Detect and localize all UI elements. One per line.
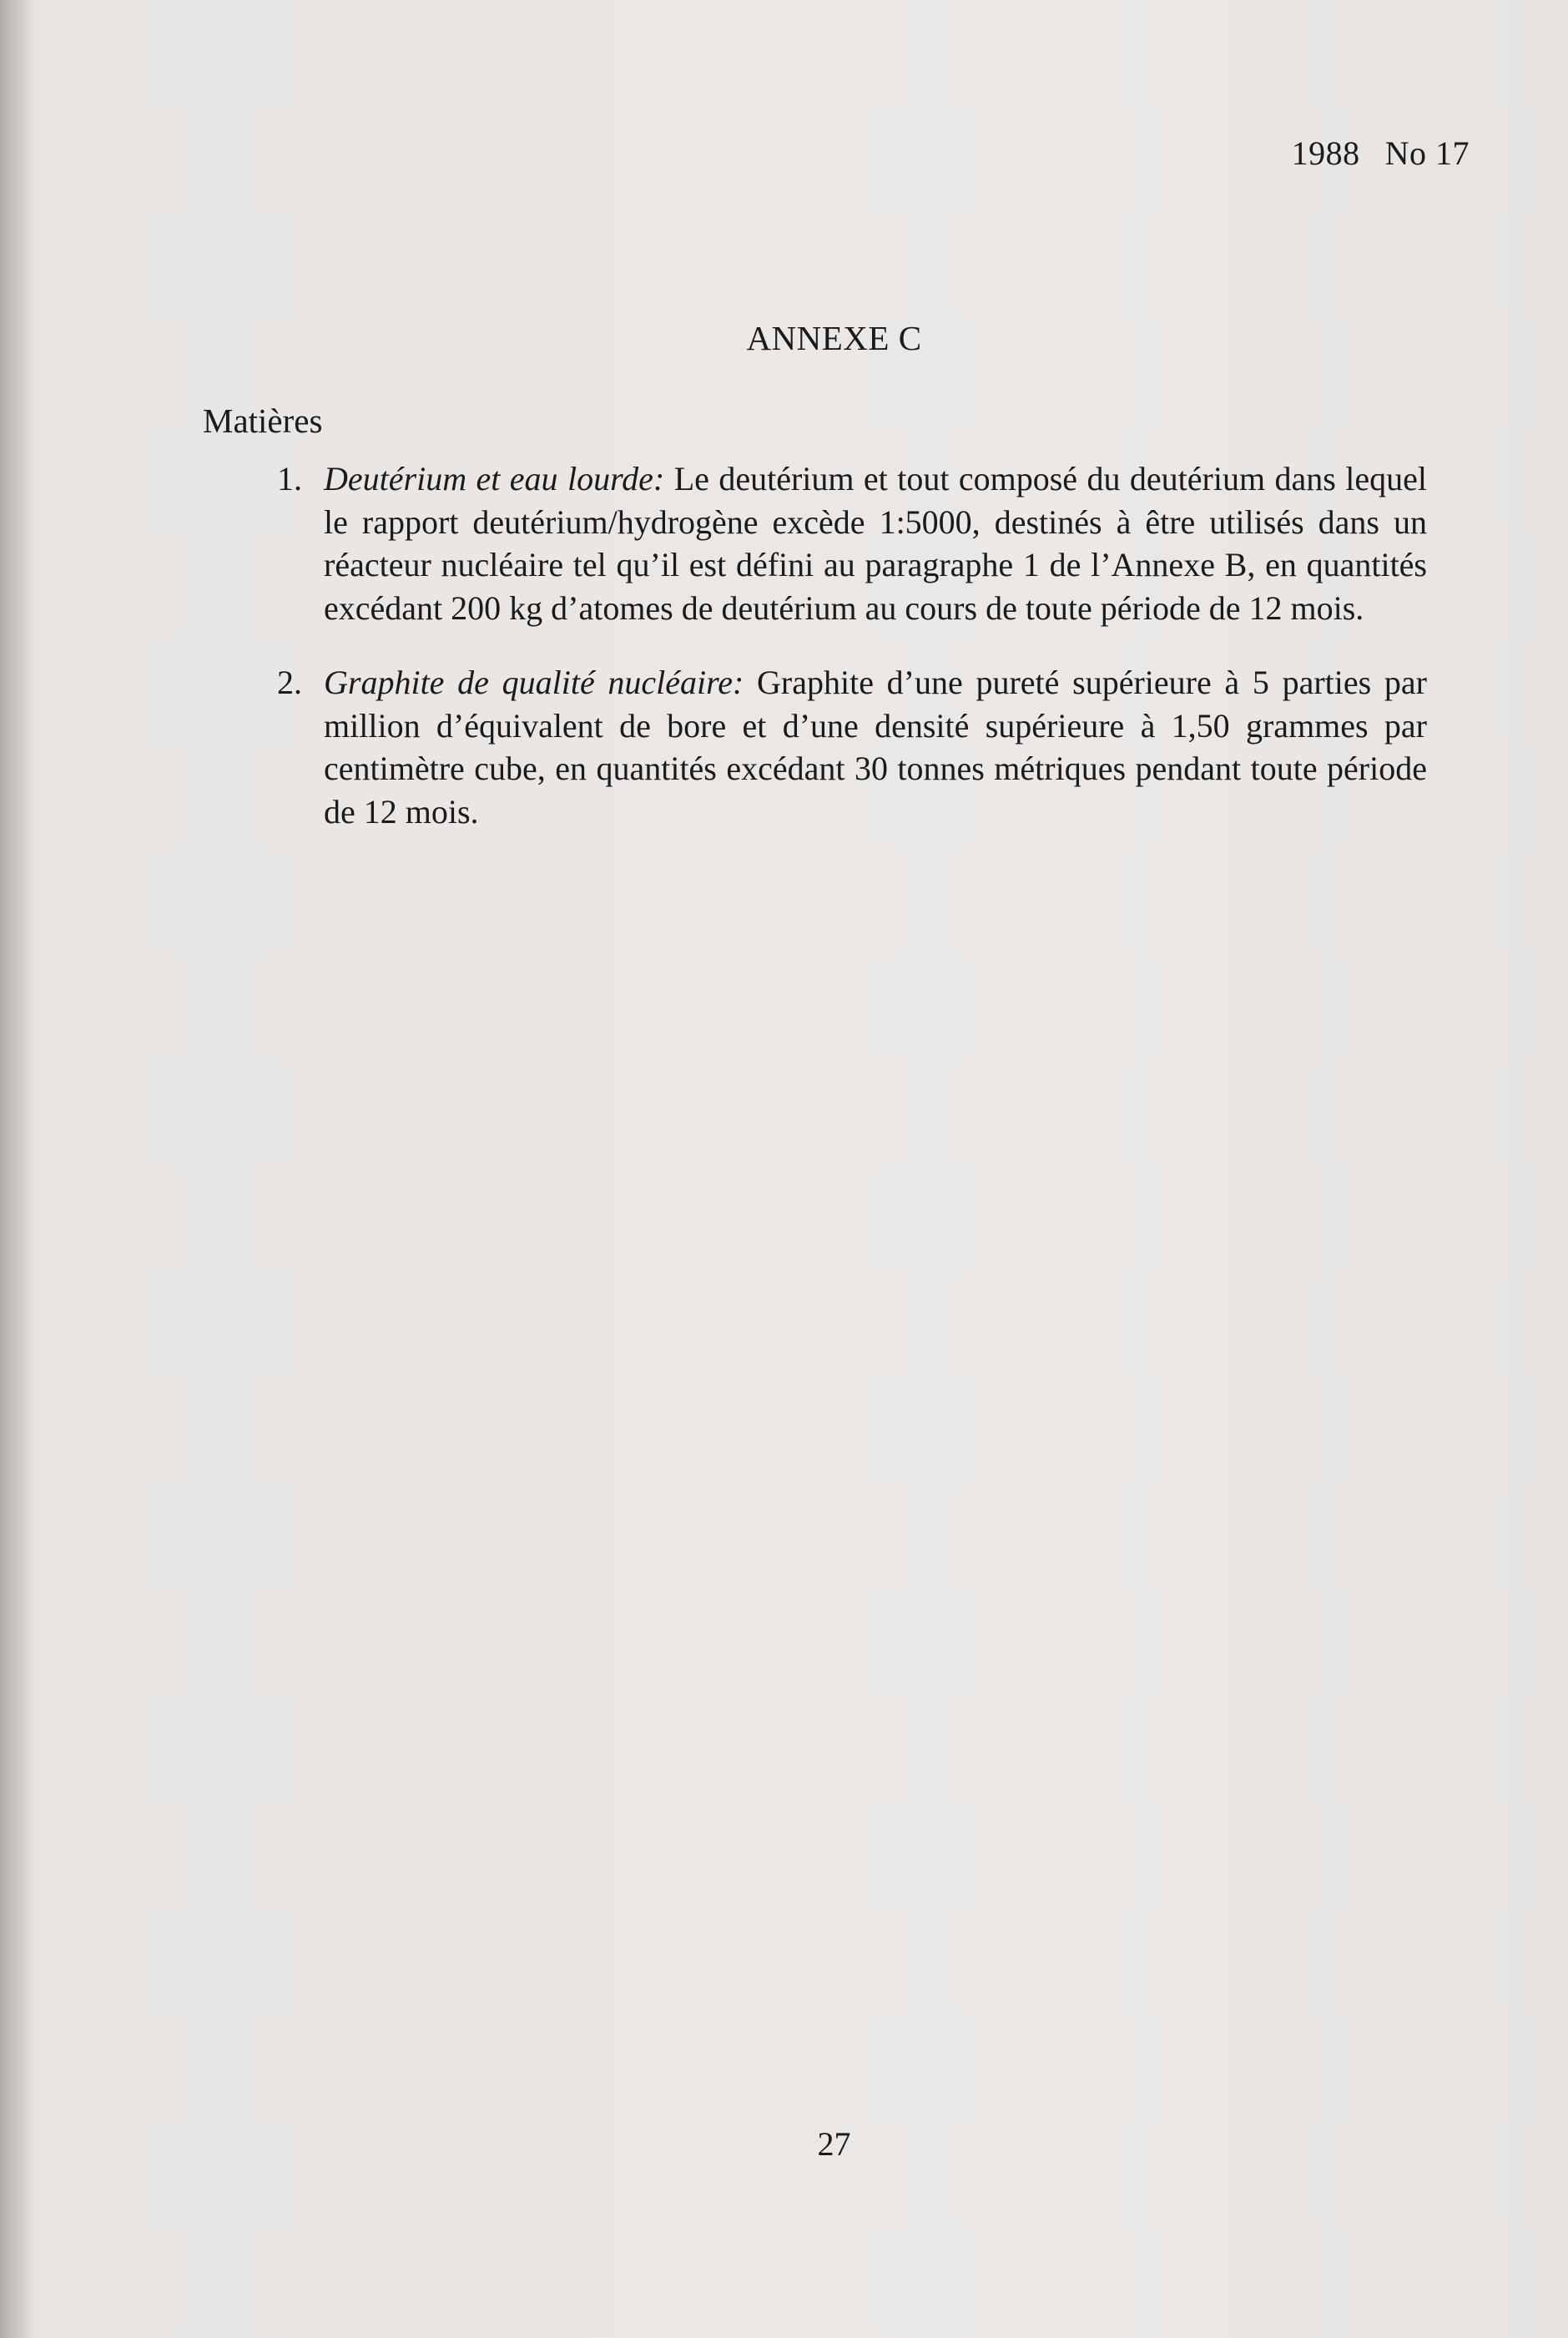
item-text: Le deutérium et tout composé du deutérium dans lequel le rapport deutérium/hydrogène excède 1:5000, destinés à être utilisés dans un réacteur nucléaire tel qu’il est défini au paragraphe 1 de l’Annexe B, en quantités excédant 200 kg d’atomes de deutérium au cours de toute période de 12 mois.	[324, 460, 1428, 627]
item-number: 2.	[277, 664, 302, 701]
item-text: Graphite d’une pureté supérieure à 5 parties par million d’équivalent de bore et d’une densité supérieure à 1,50 grammes par centimètre cube, en quantités excédant 30 tonnes métriques pendant toute période de 12 mois.	[324, 664, 1428, 831]
annex-title: ANNEXE C	[746, 319, 922, 357]
item-number: 1.	[277, 460, 302, 497]
list-item	[277, 661, 1428, 833]
item-term: Graphite de qualité nucléaire:	[324, 664, 758, 701]
item-list	[0, 457, 1568, 833]
page-number: 27	[817, 2125, 851, 2163]
item-term: Deutérium et eau lourde:	[324, 460, 674, 497]
header-number: No 17	[1384, 134, 1470, 172]
header-year: 1988	[1291, 134, 1360, 172]
page-header	[1292, 134, 1470, 173]
list-item	[277, 457, 1428, 629]
section-label: Matières	[203, 401, 323, 440]
